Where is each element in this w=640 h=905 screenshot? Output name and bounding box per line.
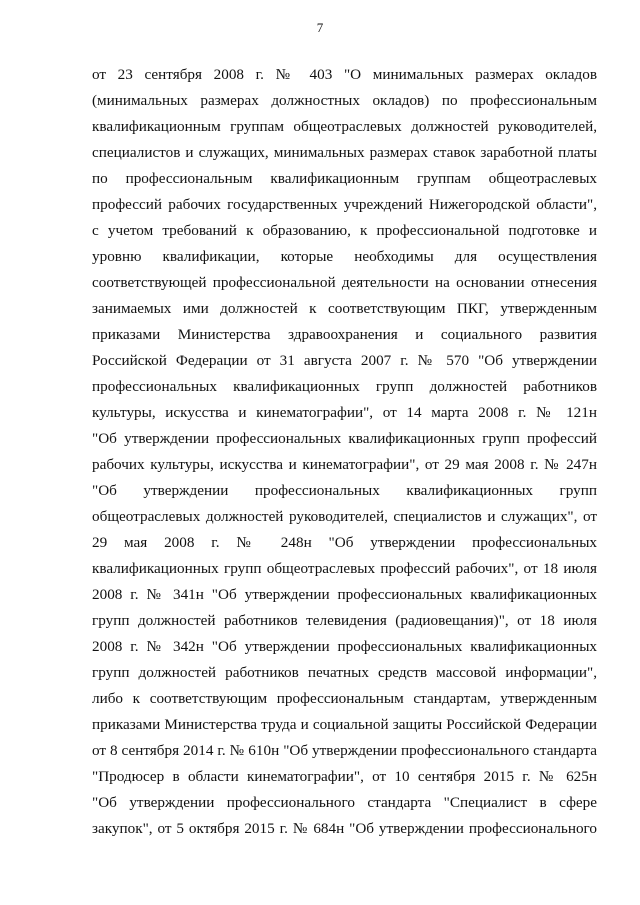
text-line: соответствующей профессиональной деятельности на основании отнесения xyxy=(92,274,597,291)
text-line: уровню квалификации, которые необходимы для осуществления xyxy=(92,248,597,265)
text-line: "Об утверждении профессионального стандарта "Специалист в сфере xyxy=(92,794,597,811)
text-line: профессий рабочих государственных учреждений Нижегородской области", xyxy=(92,196,597,213)
text-line: 2008 г. № 342н "Об утверждении профессиональных квалификационных xyxy=(92,638,597,655)
text-line: групп должностей работников телевидения (радиовещания)", от 18 июля xyxy=(92,612,597,629)
text-line: закупок", от 5 октября 2015 г. № 684н "Об утверждении профессионального xyxy=(92,820,597,837)
text-line: "Продюсер в области кинематографии", от 10 сентября 2015 г. № 625н xyxy=(92,768,597,785)
text-line: квалификационных групп общеотраслевых профессий рабочих", от 18 июля xyxy=(92,560,597,577)
page-number: 7 xyxy=(316,20,324,35)
text-line: культуры, искусства и кинематографии", от 14 марта 2008 г. № 121н xyxy=(92,404,597,421)
text-line: Российской Федерации от 31 августа 2007 г. № 570 "Об утверждении xyxy=(92,352,597,369)
text-line: по профессиональным квалификационным группам общеотраслевых xyxy=(92,170,597,187)
text-line: "Об утверждении профессиональных квалификационных групп xyxy=(92,482,597,499)
text-line: квалификационным группам общеотраслевых должностей руководителей, xyxy=(92,118,597,135)
text-line: 29 мая 2008 г. № 248н "Об утверждении профессиональных xyxy=(92,534,597,551)
text-line: приказами Министерства труда и социальной защиты Российской Федерации xyxy=(92,716,597,733)
text-line: "Об утверждении профессиональных квалификационных групп профессий xyxy=(92,430,597,447)
text-line: 2008 г. № 341н "Об утверждении профессиональных квалификационных xyxy=(92,586,597,603)
text-line: специалистов и служащих, минимальных размерах ставок заработной платы xyxy=(92,144,597,161)
text-line: от 23 сентября 2008 г. № 403 "О минимальных размерах окладов xyxy=(92,66,597,83)
text-line: занимаемых ими должностей к соответствующим ПКГ, утвержденным xyxy=(92,300,597,317)
text-line: от 8 сентября 2014 г. № 610н "Об утверждении профессионального стандарта xyxy=(92,742,597,759)
text-line: (минимальных размерах должностных окладов) по профессиональным xyxy=(92,92,597,109)
text-line: рабочих культуры, искусства и кинематографии", от 29 мая 2008 г. № 247н xyxy=(92,456,597,473)
text-line: либо к соответствующим профессиональным стандартам, утвержденным xyxy=(92,690,597,707)
text-line: групп должностей работников печатных средств массовой информации", xyxy=(92,664,597,681)
text-line: общеотраслевых должностей руководителей, специалистов и служащих", от xyxy=(92,508,597,525)
text-line: приказами Министерства здравоохранения и социального развития xyxy=(92,326,597,343)
text-line: профессиональных квалификационных групп должностей работников xyxy=(92,378,597,395)
body-text xyxy=(92,62,597,842)
text-line: с учетом требований к образованию, к профессиональной подготовке и xyxy=(92,222,597,239)
